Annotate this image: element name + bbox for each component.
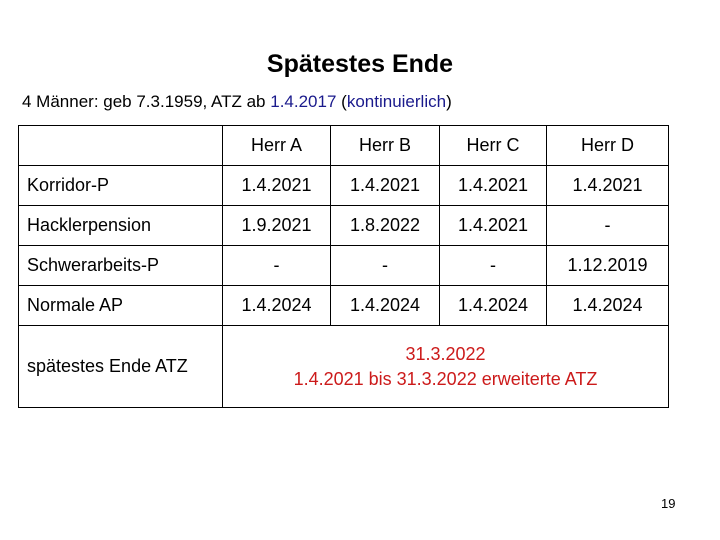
table-cell: - [331,246,440,286]
table-cell: 1.4.2021 [440,166,547,206]
header-herr-b: Herr B [331,126,440,166]
row-label-korridor: Korridor-P [19,166,223,206]
table-cell: 1.4.2021 [223,166,331,206]
table-cell: - [440,246,547,286]
row-label-schwerarbeit: Schwerarbeits-P [19,246,223,286]
table-cell: 1.8.2022 [331,206,440,246]
table-cell: - [223,246,331,286]
row-label-spaetestes-ende: spätestes Ende ATZ [19,326,223,408]
subtitle-prefix: 4 Männer: geb 7.3.1959, ATZ ab [22,92,271,111]
final-result-note: 1.4.2021 bis 31.3.2022 erweiterte ATZ [293,368,598,389]
row-label-hacklerpension: Hacklerpension [19,206,223,246]
slide-subtitle [22,92,452,112]
header-cell-empty [19,126,223,166]
table-cell: 1.4.2024 [440,286,547,326]
final-result-date: 31.3.2022 [405,343,486,364]
slide-title: Spätestes Ende [266,50,454,78]
table-row [19,246,669,286]
table-cell: 1.4.2021 [440,206,547,246]
table-cell: 1.9.2021 [223,206,331,246]
header-herr-a: Herr A [223,126,331,166]
table-row [19,206,669,246]
subtitle-mode: kontinuierlich [346,92,447,111]
header-row [19,126,669,166]
page-number: 19 [661,496,676,511]
table-cell: - [547,206,669,246]
table-row [19,166,669,206]
row-label-normale-ap: Normale AP [19,286,223,326]
table-row [19,286,669,326]
table-cell: 1.4.2024 [223,286,331,326]
table-cell: 1.4.2021 [547,166,669,206]
final-row [19,326,669,408]
table-cell: 1.4.2021 [331,166,440,206]
final-result-cell [223,326,669,408]
subtitle-open-paren: ( [336,92,347,111]
header-herr-d: Herr D [547,126,669,166]
retirement-table [18,125,669,408]
subtitle-close-paren: ) [446,92,452,111]
header-herr-c: Herr C [440,126,547,166]
subtitle-start-date: 1.4.2017 [270,92,337,111]
table-cell: 1.4.2024 [331,286,440,326]
table-cell: 1.12.2019 [547,246,669,286]
table-cell: 1.4.2024 [547,286,669,326]
